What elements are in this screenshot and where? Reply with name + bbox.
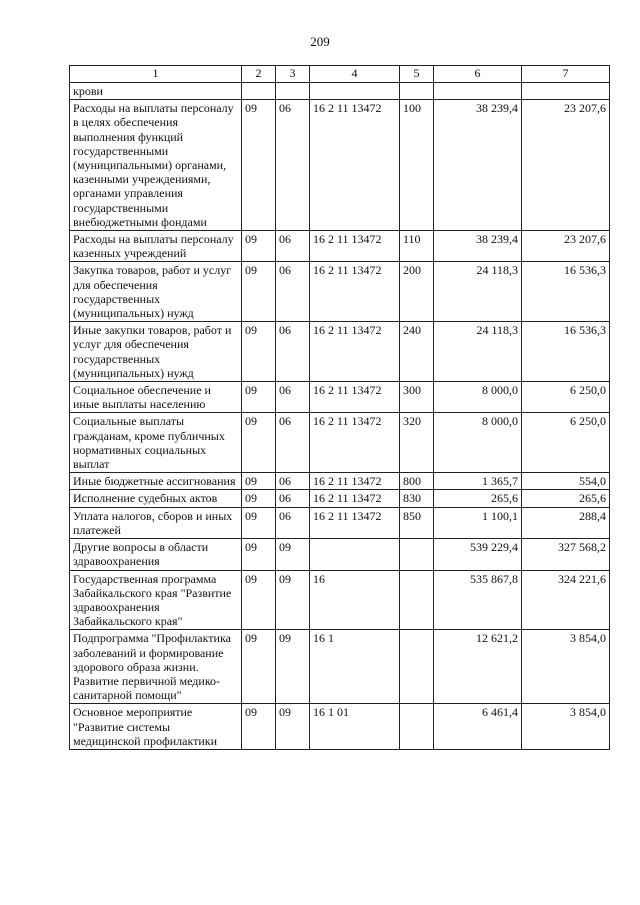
table-row bbox=[70, 539, 610, 570]
cell-expense-type: 240 bbox=[400, 322, 434, 382]
cell-target-code bbox=[310, 83, 400, 100]
cell-name: Государственная программа Забайкальского края "Развитие здравоохранения Забайкальского края" bbox=[70, 570, 242, 630]
table-row bbox=[70, 704, 610, 750]
cell-expense-type: 200 bbox=[400, 262, 434, 322]
table-row bbox=[70, 322, 610, 382]
cell-amount-year2: 288,4 bbox=[522, 507, 610, 538]
cell-name: Расходы на выплаты персоналу в целях обеспечения выполнения функций государственными (муниципальными) органами, казенными учреждениями, органами управления государственными внебюджетными фондами bbox=[70, 100, 242, 231]
cell-target-code: 16 2 11 13472 bbox=[310, 262, 400, 322]
cell-amount-year2: 6 250,0 bbox=[522, 382, 610, 413]
cell-amount-year2: 6 250,0 bbox=[522, 413, 610, 473]
cell-expense-type: 100 bbox=[400, 100, 434, 231]
cell-amount-year2: 23 207,6 bbox=[522, 231, 610, 262]
table-row bbox=[70, 262, 610, 322]
cell-section: 09 bbox=[242, 231, 276, 262]
cell-amount-year2 bbox=[522, 83, 610, 100]
cell-subsection: 06 bbox=[276, 507, 310, 538]
cell-target-code: 16 2 11 13472 bbox=[310, 322, 400, 382]
cell-name: крови bbox=[70, 83, 242, 100]
cell-subsection: 09 bbox=[276, 539, 310, 570]
cell-name: Социальные выплаты гражданам, кроме публичных нормативных социальных выплат bbox=[70, 413, 242, 473]
column-header: 1 bbox=[70, 66, 242, 83]
cell-expense-type bbox=[400, 704, 434, 750]
cell-section: 09 bbox=[242, 539, 276, 570]
table-row bbox=[70, 490, 610, 507]
cell-amount-year1: 24 118,3 bbox=[434, 322, 522, 382]
cell-amount-year2: 23 207,6 bbox=[522, 100, 610, 231]
cell-subsection bbox=[276, 83, 310, 100]
cell-amount-year2: 324 221,6 bbox=[522, 570, 610, 630]
budget-table bbox=[69, 65, 610, 750]
table-row bbox=[70, 630, 610, 704]
cell-section: 09 bbox=[242, 630, 276, 704]
cell-target-code: 16 1 bbox=[310, 630, 400, 704]
cell-subsection: 06 bbox=[276, 413, 310, 473]
column-header: 2 bbox=[242, 66, 276, 83]
cell-section bbox=[242, 83, 276, 100]
cell-amount-year1: 1 365,7 bbox=[434, 473, 522, 490]
cell-subsection: 06 bbox=[276, 100, 310, 231]
cell-name: Закупка товаров, работ и услуг для обеспечения государственных (муниципальных) нужд bbox=[70, 262, 242, 322]
cell-name: Подпрограмма "Профилактика заболеваний и формирование здорового образа жизни. Развитие первичной медико-санитарной помощи" bbox=[70, 630, 242, 704]
cell-name: Основное мероприятие "Развитие системы медицинской профилактики bbox=[70, 704, 242, 750]
cell-amount-year1: 535 867,8 bbox=[434, 570, 522, 630]
cell-name: Иные бюджетные ассигнования bbox=[70, 473, 242, 490]
cell-subsection: 09 bbox=[276, 704, 310, 750]
cell-section: 09 bbox=[242, 100, 276, 231]
page-number: 209 bbox=[310, 34, 330, 49]
cell-subsection: 06 bbox=[276, 322, 310, 382]
cell-name: Другие вопросы в области здравоохранения bbox=[70, 539, 242, 570]
table-row bbox=[70, 231, 610, 262]
cell-name: Расходы на выплаты персоналу казенных учреждений bbox=[70, 231, 242, 262]
cell-amount-year1: 12 621,2 bbox=[434, 630, 522, 704]
column-header: 7 bbox=[522, 66, 610, 83]
cell-amount-year1: 265,6 bbox=[434, 490, 522, 507]
cell-amount-year2: 3 854,0 bbox=[522, 630, 610, 704]
cell-subsection: 06 bbox=[276, 231, 310, 262]
cell-section: 09 bbox=[242, 507, 276, 538]
column-header: 5 bbox=[400, 66, 434, 83]
cell-target-code: 16 2 11 13472 bbox=[310, 382, 400, 413]
cell-expense-type: 110 bbox=[400, 231, 434, 262]
cell-amount-year1: 24 118,3 bbox=[434, 262, 522, 322]
header-row bbox=[70, 66, 610, 83]
cell-target-code: 16 2 11 13472 bbox=[310, 507, 400, 538]
cell-expense-type: 300 bbox=[400, 382, 434, 413]
table-header bbox=[70, 66, 610, 83]
cell-section: 09 bbox=[242, 473, 276, 490]
cell-amount-year2: 16 536,3 bbox=[522, 322, 610, 382]
cell-section: 09 bbox=[242, 322, 276, 382]
cell-name: Иные закупки товаров, работ и услуг для обеспечения государственных (муниципальных) нужд bbox=[70, 322, 242, 382]
cell-target-code: 16 2 11 13472 bbox=[310, 413, 400, 473]
cell-subsection: 06 bbox=[276, 473, 310, 490]
cell-section: 09 bbox=[242, 570, 276, 630]
cell-section: 09 bbox=[242, 490, 276, 507]
cell-amount-year1 bbox=[434, 83, 522, 100]
table-row bbox=[70, 382, 610, 413]
cell-amount-year1: 6 461,4 bbox=[434, 704, 522, 750]
cell-section: 09 bbox=[242, 704, 276, 750]
cell-expense-type bbox=[400, 539, 434, 570]
cell-expense-type bbox=[400, 630, 434, 704]
table-row bbox=[70, 507, 610, 538]
cell-expense-type bbox=[400, 570, 434, 630]
table-body bbox=[70, 83, 610, 750]
cell-amount-year2: 554,0 bbox=[522, 473, 610, 490]
cell-target-code: 16 1 01 bbox=[310, 704, 400, 750]
cell-amount-year1: 539 229,4 bbox=[434, 539, 522, 570]
cell-target-code: 16 2 11 13472 bbox=[310, 473, 400, 490]
cell-amount-year1: 8 000,0 bbox=[434, 382, 522, 413]
cell-subsection: 06 bbox=[276, 490, 310, 507]
cell-expense-type: 830 bbox=[400, 490, 434, 507]
column-header: 3 bbox=[276, 66, 310, 83]
table-row bbox=[70, 100, 610, 231]
column-header: 4 bbox=[310, 66, 400, 83]
cell-expense-type: 320 bbox=[400, 413, 434, 473]
table-row bbox=[70, 570, 610, 630]
cell-subsection: 09 bbox=[276, 630, 310, 704]
table-row bbox=[70, 413, 610, 473]
cell-amount-year1: 8 000,0 bbox=[434, 413, 522, 473]
cell-amount-year1: 1 100,1 bbox=[434, 507, 522, 538]
cell-section: 09 bbox=[242, 262, 276, 322]
cell-target-code: 16 2 11 13472 bbox=[310, 100, 400, 231]
cell-section: 09 bbox=[242, 413, 276, 473]
cell-subsection: 06 bbox=[276, 262, 310, 322]
cell-target-code bbox=[310, 539, 400, 570]
cell-target-code: 16 bbox=[310, 570, 400, 630]
column-header: 6 bbox=[434, 66, 522, 83]
table-row bbox=[70, 473, 610, 490]
cell-name: Исполнение судебных актов bbox=[70, 490, 242, 507]
cell-amount-year2: 265,6 bbox=[522, 490, 610, 507]
cell-expense-type bbox=[400, 83, 434, 100]
cell-amount-year2: 3 854,0 bbox=[522, 704, 610, 750]
cell-expense-type: 850 bbox=[400, 507, 434, 538]
cell-amount-year2: 327 568,2 bbox=[522, 539, 610, 570]
cell-target-code: 16 2 11 13472 bbox=[310, 490, 400, 507]
cell-subsection: 09 bbox=[276, 570, 310, 630]
table-row bbox=[70, 83, 610, 100]
cell-expense-type: 800 bbox=[400, 473, 434, 490]
cell-name: Социальное обеспечение и иные выплаты населению bbox=[70, 382, 242, 413]
cell-amount-year2: 16 536,3 bbox=[522, 262, 610, 322]
cell-name: Уплата налогов, сборов и иных платежей bbox=[70, 507, 242, 538]
cell-amount-year1: 38 239,4 bbox=[434, 100, 522, 231]
cell-amount-year1: 38 239,4 bbox=[434, 231, 522, 262]
cell-section: 09 bbox=[242, 382, 276, 413]
cell-target-code: 16 2 11 13472 bbox=[310, 231, 400, 262]
cell-subsection: 06 bbox=[276, 382, 310, 413]
